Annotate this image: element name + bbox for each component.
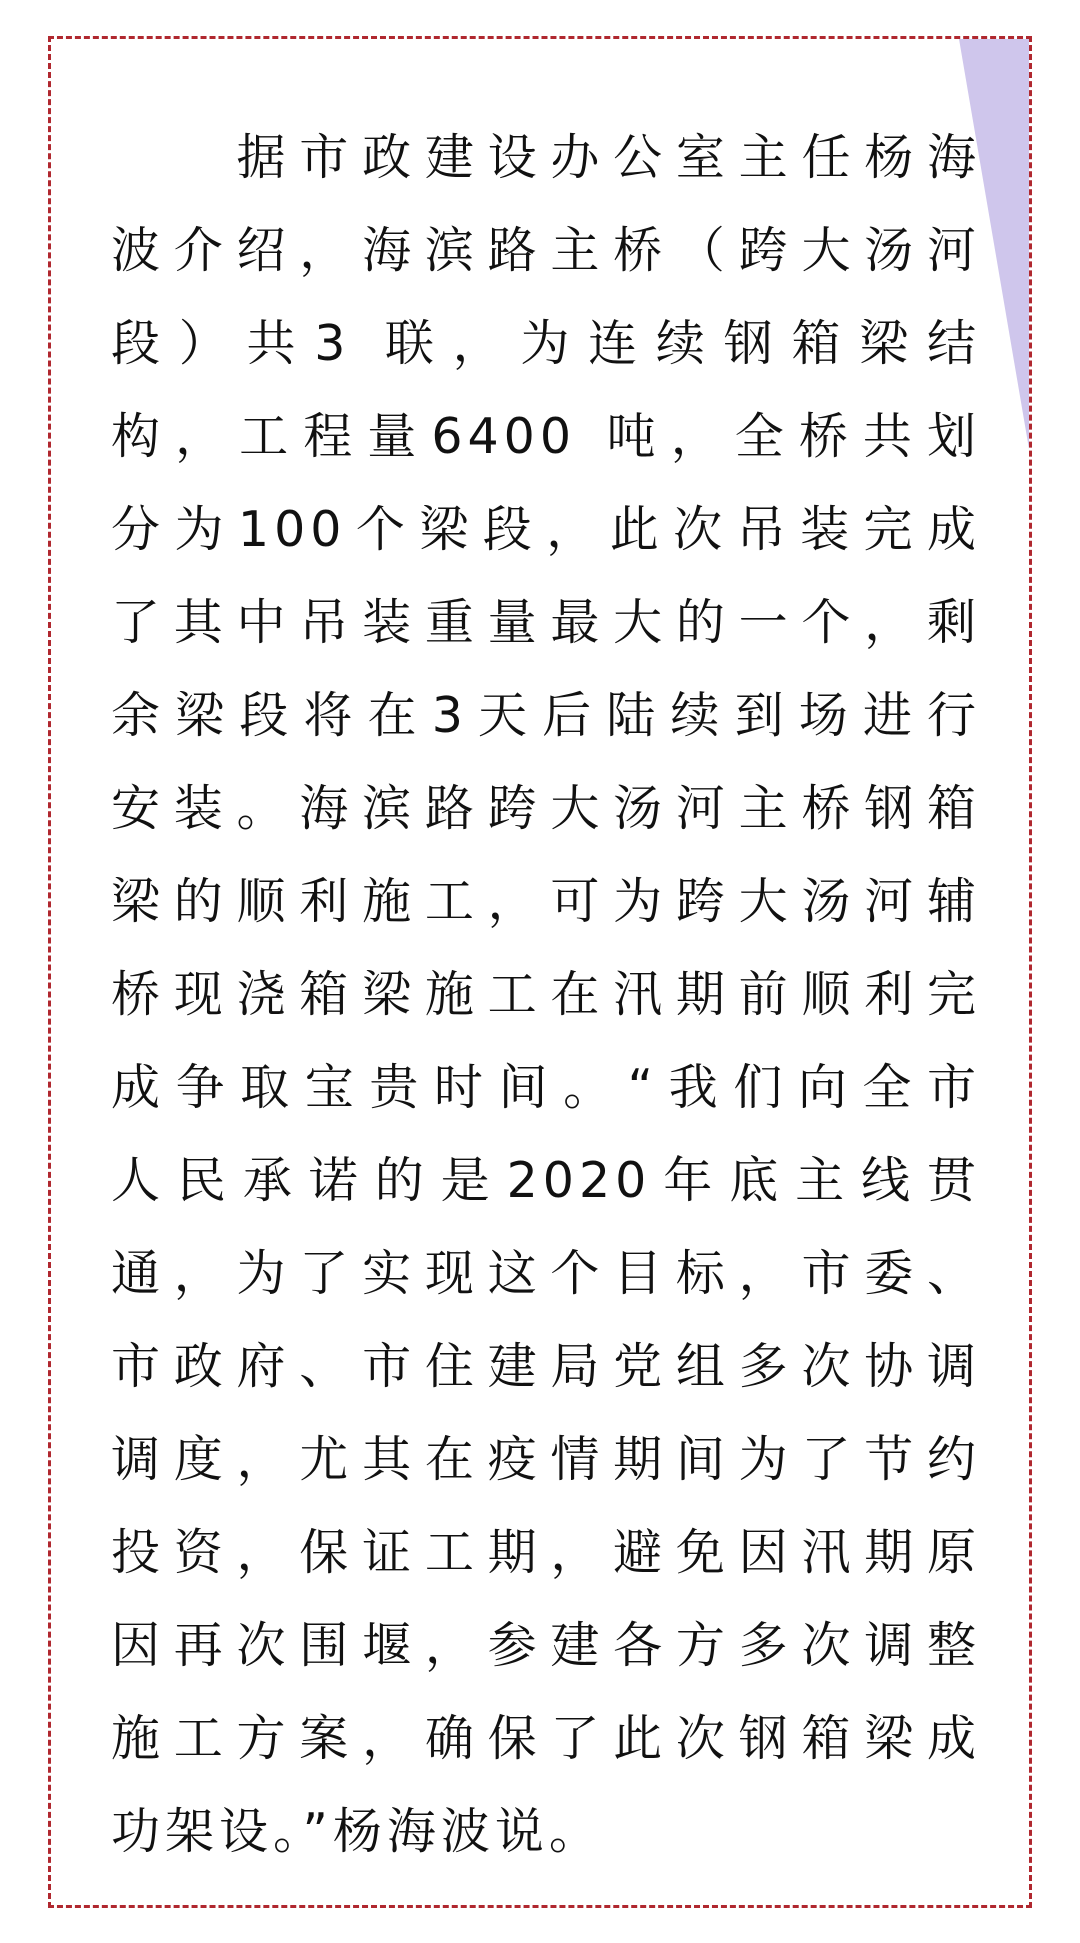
article-line: 投资，保证工期，避免因汛期原 bbox=[111, 1524, 981, 1581]
article-line: 调度，尤其在疫情期间为了节约 bbox=[111, 1431, 981, 1488]
article-line: 波介绍，海滨路主桥（跨大汤河 bbox=[111, 222, 981, 279]
article-line: 余梁段将在3天后陆续到场进行 bbox=[111, 687, 981, 744]
article-line: 人民承诺的是2020年底主线贯 bbox=[111, 1152, 981, 1209]
article-line: 施工方案，确保了此次钢箱梁成 bbox=[111, 1710, 981, 1767]
article-line: 段）共3 联，为连续钢箱梁结 bbox=[111, 315, 981, 372]
article-line: 构，工程量6400 吨，全桥共划 bbox=[111, 408, 981, 465]
article-frame bbox=[48, 36, 1032, 1908]
article-line: 了其中吊装重量最大的一个，剩 bbox=[111, 594, 981, 651]
article-line: 因再次围堰，参建各方多次调整 bbox=[111, 1617, 981, 1674]
article-line: 市政府、市住建局党组多次协调 bbox=[111, 1338, 981, 1395]
article-line: 据市政建设办公室主任杨海 bbox=[111, 129, 981, 186]
article-line: 桥现浇箱梁施工在汛期前顺利完 bbox=[111, 966, 981, 1023]
article-line: 梁的顺利施工，可为跨大汤河辅 bbox=[111, 873, 981, 930]
article-line: 通，为了实现这个目标，市委、 bbox=[111, 1245, 981, 1302]
article-line: 安装。海滨路跨大汤河主桥钢箱 bbox=[111, 780, 981, 837]
article-line: 分为100个梁段，此次吊装完成 bbox=[111, 501, 981, 558]
article-line: 成争取宝贵时间。“我们向全市 bbox=[111, 1059, 981, 1116]
article-body bbox=[111, 111, 981, 1878]
article-line-last: 功架设。”杨海波说。 bbox=[111, 1803, 603, 1860]
